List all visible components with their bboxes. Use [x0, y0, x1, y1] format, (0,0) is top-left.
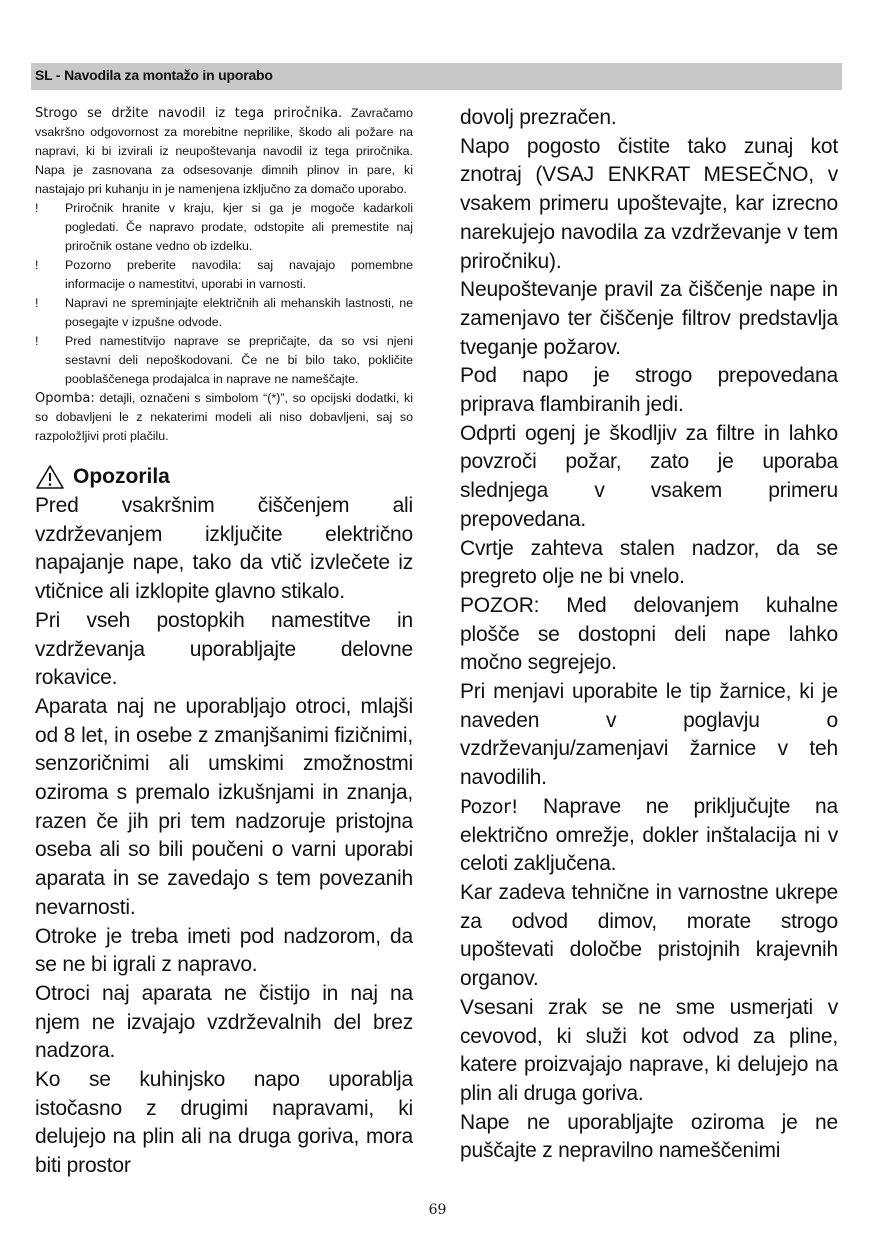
warning-paragraph: Pri vseh postopkih namestitve in vzdrževanja uporabljajte delovne rokavice. — [35, 608, 413, 690]
warning-paragraph: Pred vsakršnim čiščenjem ali vzdrževanjem izključite električno napajanje nape, tako da vtič izvlečete iz vtičnice ali izklopite glavno stikalo. — [35, 494, 413, 604]
warning-paragraph: Cvrtje zahteva stalen nadzor, da se pregreto olje ne bi vnelo. — [460, 536, 838, 589]
bullet-item — [35, 294, 413, 332]
bullet-item — [35, 256, 413, 294]
warning-paragraph: Vsesani zrak se ne sme usmerjati v cevovod, ki služi kot odvod za pline, katere proizvajajo naprave, ki delujejo na plin ali druga goriva. — [460, 995, 838, 1105]
section-title: SL - Navodila za montažo in uporabo — [35, 67, 273, 83]
warning-paragraph: POZOR: Med delovanjem kuhalne plošče se dostopni deli nape lahko močno segrejejo. — [460, 593, 838, 675]
warnings-title: Opozorila — [73, 465, 170, 488]
warning-paragraph: Otroke je treba imeti pod nadzorom, da se ne bi igrali z napravo. — [35, 924, 413, 977]
warning-paragraph: Kar zadeva tehnične in varnostne ukrepe za odvod dimov, morate strogo upoštevati določbe pristojnih krajevnih organov. — [460, 880, 838, 991]
warning-paragraph: Pri menjavi uporabite le tip žarnice, ki je naveden v poglavju o vzdrževanju/zamenjavi žarnice v teh navodilih. — [460, 680, 838, 790]
warnings-heading — [35, 462, 413, 492]
exclamation-icon: ! — [35, 258, 39, 272]
bullet-text: Pred namestitvijo naprave se prepričajte, da so vsi njeni sestavni deli nepoškodovani. Če ne bi bilo tako, pokličite pooblaščenega prodajalca in naprave ne nameščajte. — [65, 334, 413, 386]
warning-paragraph: Ko se kuhinjsko napo uporablja istočasno z drugimi napravami, ki delujejo na plin ali na druga goriva, mora biti prostor — [35, 1068, 413, 1178]
right-column — [460, 104, 838, 1166]
bullet-item — [35, 199, 413, 256]
intro-lead-in: Strogo se držite navodil iz tega priročnika. — [35, 106, 343, 121]
warning-paragraph: Nape ne uporabljajte oziroma je ne puščajte z nepravilno nameščenimi — [460, 1110, 838, 1163]
exclamation-icon: ! — [35, 201, 39, 215]
intro-paragraph — [35, 104, 413, 199]
note-paragraph — [35, 389, 413, 446]
pozor-label: Pozor! — [460, 795, 519, 818]
warning-paragraph: Odprti ogenj je škodljiv za filtre in lahko povzroči požar, zato je uporaba slednjega v vsakem primeru prepovedana. — [460, 421, 838, 531]
exclamation-icon: ! — [35, 296, 39, 310]
left-column — [35, 104, 413, 1181]
warning-paragraph: Otroci naj aparata ne čistijo in naj na njem ne izvajajo vzdrževalnih del brez nadzora. — [35, 981, 413, 1063]
pozor-text: Naprave ne priključujte na električno omrežje, dokler inštalacija ni v celoti zaključena. — [460, 794, 838, 876]
bullet-item — [35, 332, 413, 389]
warning-triangle-icon — [35, 464, 65, 490]
bullet-text: Napravi ne spreminjajte električnih ali mehanskih lastnosti, ne posegajte v izpušne odvode. — [65, 296, 413, 329]
bullet-text: Pozorno preberite navodila: saj navajajo pomembne informacije o namestitvi, uporabi in varnosti. — [65, 258, 413, 291]
warning-paragraph: Neupoštevanje pravil za čiščenje nape in zamenjavo ter čiščenje filtrov predstavlja tveganje požarov. — [460, 278, 838, 359]
warning-paragraph: Aparata naj ne uporabljajo otroci, mlajši od 8 let, in osebe z zmanjšanimi fizičnimi, senzoričnimi ali umskimi zmožnostmi oziroma s premalo izkušnjami in znanja, razen če jih pri tem nadzoruje pristojna oseba ali so bili poučeni o varni uporabi aparata in se zavedajo s tem povezanih nevarnosti. — [35, 694, 413, 919]
note-label: Opomba: — [35, 391, 95, 406]
warning-paragraph: Napo pogosto čistite tako zunaj kot znotraj (VSAJ ENKRAT MESEČNO, v vsakem primeru upoštevajte, kar izrecno narekujejo navodila za vzdrževanje v tem priročniku). — [460, 134, 838, 273]
bullet-text: Priročnik hranite v kraju, kjer si ga je mogoče kadarkoli pogledati. Če napravo prodate, odstopite ali premestite naj priročnik ostane vedno ob izdelku. — [65, 201, 413, 253]
pozor-paragraph — [460, 793, 838, 879]
intro-text: Zavračamo vsakršno odgovornost za morebitne neprilike, škodo ali požare na napravi, ki bi izvirali iz neupoštevanja navodil iz tega priročnika. Napa je zasnovana za odsesovanje dimnih plinov in pare, ki nastajajo pri kuhanju in je namenjena izključno za domačo uporabo. — [35, 106, 413, 196]
exclamation-icon: ! — [35, 334, 39, 348]
page-number: 69 — [428, 1202, 447, 1218]
section-header — [31, 63, 842, 90]
warning-paragraph: Pod napo je strogo prepovedana priprava flambiranih jedi. — [460, 364, 838, 417]
warning-paragraph: dovolj prezračen. — [460, 106, 617, 129]
note-text: detajli, označeni s simbolom “(*)”, so opcijski dodatki, ki so dobavljeni le z nekaterimi modeli ali niso dobavljeni, saj so razpoložljivi proti plačilu. — [35, 391, 413, 443]
